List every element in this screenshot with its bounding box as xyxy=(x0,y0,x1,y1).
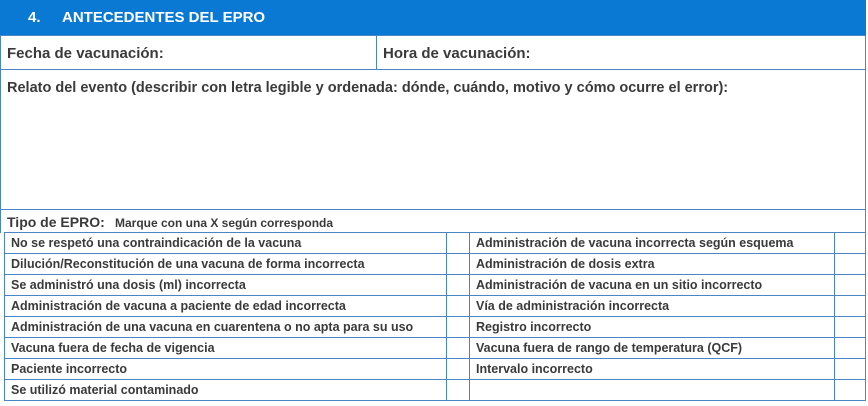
section-title: ANTECEDENTES DEL EPRO xyxy=(62,9,266,26)
option-left-checkbox[interactable] xyxy=(446,316,470,338)
section-number: 4. xyxy=(28,9,41,26)
option-right-label: Intervalo incorrecto xyxy=(469,358,835,380)
option-left-label: Administración de vacuna a paciente de edad incorrecta xyxy=(4,295,447,317)
option-left-label: Se administró una dosis (ml) incorrecta xyxy=(4,274,447,296)
option-left-checkbox[interactable] xyxy=(446,232,470,254)
option-left-label: No se respetó una contraindicación de la vacuna xyxy=(4,232,447,254)
tipo-label-row xyxy=(0,209,866,233)
option-left-label: Dilución/Reconstitución de una vacuna de forma incorrecta xyxy=(4,253,447,275)
option-right-checkbox[interactable] xyxy=(834,253,866,275)
relato-label: Relato del evento (describir con letra legible y ordenada: dónde, cuándo, motivo y cómo ocurre el error): xyxy=(7,80,729,96)
option-left-label: Paciente incorrecto xyxy=(4,358,447,380)
fecha-field[interactable] xyxy=(0,35,377,70)
option-right-label xyxy=(469,379,835,401)
section-header xyxy=(0,0,866,36)
option-left-label: Vacuna fuera de fecha de vigencia xyxy=(4,337,447,359)
option-left-checkbox[interactable] xyxy=(446,295,470,317)
tipo-label: Tipo de EPRO: xyxy=(7,214,105,230)
option-left-label: Administración de una vacuna en cuarentena o no apta para su uso xyxy=(4,316,447,338)
option-right-label: Administración de vacuna incorrecta según esquema xyxy=(469,232,835,254)
relato-field[interactable] xyxy=(0,69,866,210)
option-right-label: Administración de vacuna en un sitio incorrecto xyxy=(469,274,835,296)
option-left-checkbox[interactable] xyxy=(446,379,470,401)
option-right-checkbox[interactable] xyxy=(834,316,866,338)
hora-field[interactable] xyxy=(376,35,866,70)
option-right-label: Registro incorrecto xyxy=(469,316,835,338)
option-right-label: Vía de administración incorrecta xyxy=(469,295,835,317)
option-left-checkbox[interactable] xyxy=(446,274,470,296)
option-left-label: Se utilizó material contaminado xyxy=(4,379,447,401)
option-right-checkbox[interactable] xyxy=(834,232,866,254)
tipo-instruction: Marque con una X según corresponda xyxy=(115,216,334,230)
hora-label: Hora de vacunación: xyxy=(383,45,531,62)
option-right-label: Administración de dosis extra xyxy=(469,253,835,275)
option-right-label: Vacuna fuera de rango de temperatura (QCF) xyxy=(469,337,835,359)
option-left-checkbox[interactable] xyxy=(446,337,470,359)
option-right-checkbox[interactable] xyxy=(834,337,866,359)
option-right-checkbox[interactable] xyxy=(834,295,866,317)
option-right-checkbox[interactable] xyxy=(834,358,866,380)
option-left-checkbox[interactable] xyxy=(446,253,470,275)
fecha-label: Fecha de vacunación: xyxy=(7,45,164,62)
option-right-checkbox[interactable] xyxy=(834,274,866,296)
option-right-checkbox[interactable] xyxy=(834,379,866,401)
option-left-checkbox[interactable] xyxy=(446,358,470,380)
